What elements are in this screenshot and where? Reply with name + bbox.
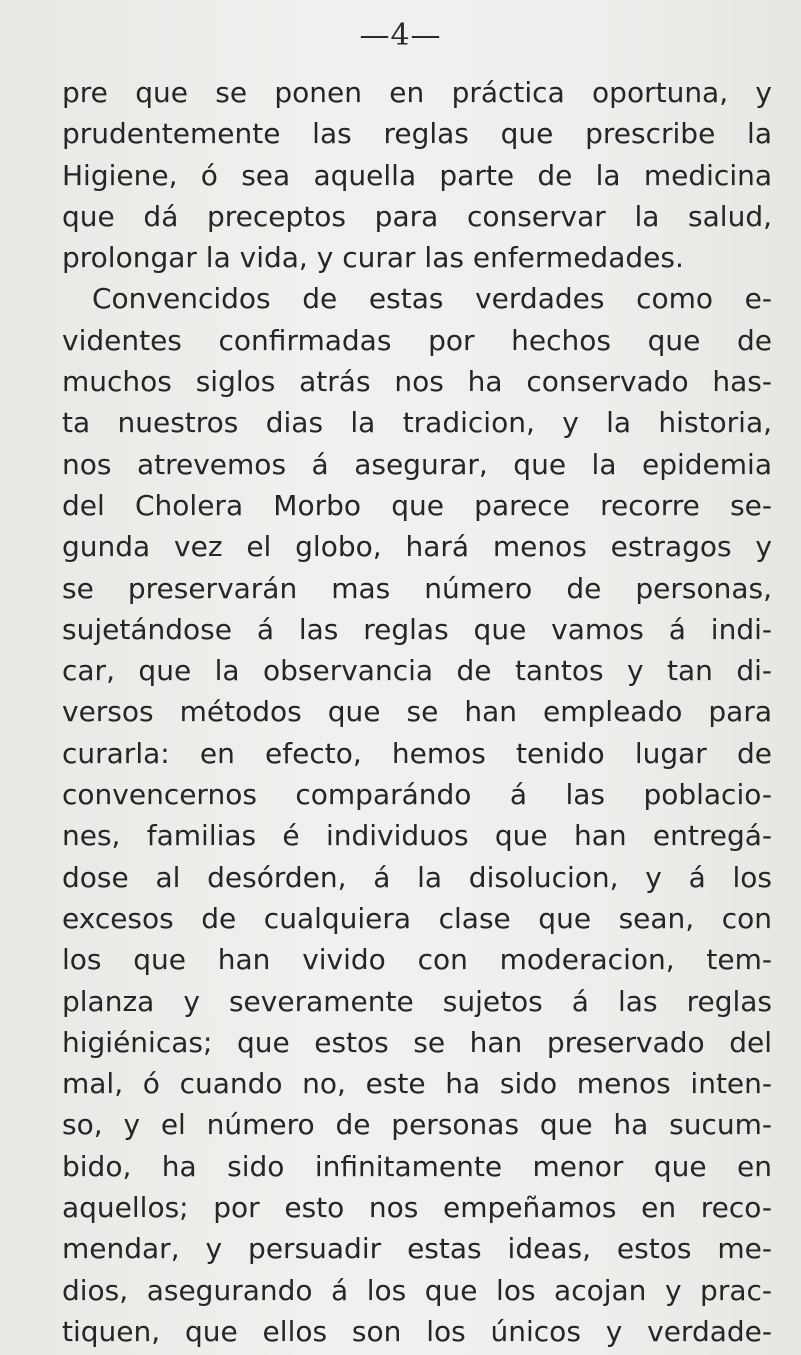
body-text bbox=[62, 72, 772, 1352]
text-line: prudentemente las reglas que prescribe la bbox=[62, 117, 772, 151]
text-line: que dá preceptos para conservar la salud, bbox=[62, 199, 772, 233]
text-line: nos atrevemos á asegurar, que la epidemia bbox=[62, 447, 772, 481]
text-line: tiquen, que ellos son los únicos y verdade- bbox=[62, 1314, 772, 1348]
text-line: planza y severamente sujetos á las reglas bbox=[62, 984, 772, 1018]
text-line: excesos de cualquiera clase que sean, con bbox=[62, 901, 772, 935]
text-line: pre que se ponen en práctica oportuna, y bbox=[62, 76, 772, 109]
page-number: —4— bbox=[359, 18, 442, 53]
text-line: dose al desórden, á la disolucion, y á los bbox=[62, 860, 772, 894]
text-line: higiénicas; que estos se han preservado del bbox=[62, 1025, 772, 1059]
text-line: curarla: en efecto, hemos tenido lugar de bbox=[62, 736, 772, 770]
text-line: dios, asegurando á los que los acojan y prac- bbox=[62, 1273, 772, 1307]
text-line: mal, ó cuando no, este ha sido menos inten- bbox=[62, 1067, 772, 1101]
text-line: nes, familias é individuos que han entregá- bbox=[62, 819, 772, 853]
text-line: mendar, y persuadir estas ideas, estos me- bbox=[62, 1232, 772, 1266]
text-line: bido, ha sido infinitamente menor que en bbox=[62, 1149, 772, 1183]
text-line: videntes confirmadas por hechos que de bbox=[62, 323, 772, 357]
text-line: gunda vez el globo, hará menos estragos y bbox=[62, 530, 772, 564]
text-line: los que han vivido con moderacion, tem- bbox=[62, 943, 772, 977]
text-line: aquellos; por esto nos empeñamos en reco- bbox=[62, 1191, 772, 1225]
text-line: prolongar la vida, y curar las enfermedades. bbox=[62, 241, 684, 275]
text-line: convencernos comparándo á las poblacio- bbox=[62, 778, 772, 812]
text-line: se preservarán mas número de personas, bbox=[62, 571, 772, 605]
text-line: del Cholera Morbo que parece recorre se- bbox=[62, 488, 772, 522]
paragraph-start-line: Convencidos de estas verdades como e- bbox=[92, 282, 772, 316]
text-line: ta nuestros dias la tradicion, y la historia, bbox=[62, 406, 772, 440]
text-line: versos métodos que se han empleado para bbox=[62, 695, 772, 729]
text-line: car, que la observancia de tantos y tan di- bbox=[62, 654, 772, 688]
text-line: Higiene, ó sea aquella parte de la medicina bbox=[62, 158, 772, 192]
text-line: so, y el número de personas que ha sucum- bbox=[62, 1108, 772, 1142]
text-line: sujetándose á las reglas que vamos á indi- bbox=[62, 612, 772, 646]
text-line: muchos siglos atrás nos ha conservado has- bbox=[62, 365, 772, 399]
